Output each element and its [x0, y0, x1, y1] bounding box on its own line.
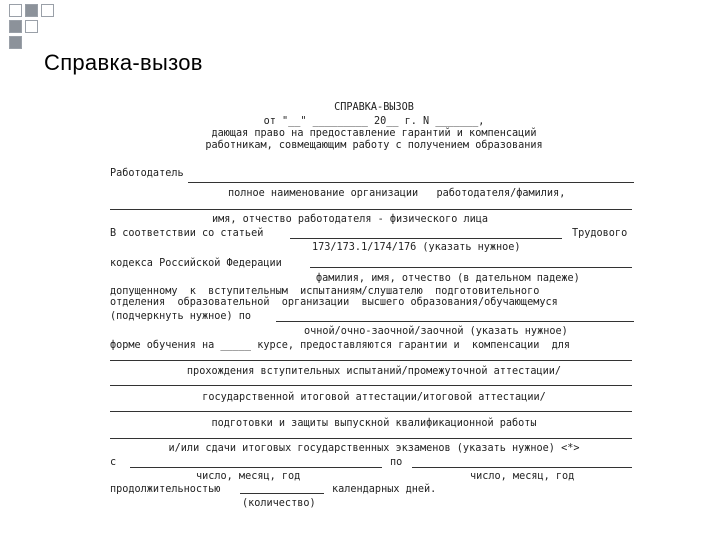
course-line: форме обучения на _____ курсе, предоставляются гарантии и компенсации для — [110, 340, 571, 351]
form-blank — [276, 321, 634, 322]
fio-blank — [310, 267, 632, 268]
to-date-blank — [412, 467, 632, 468]
admitted-line-1: допущенному к вступительным испытаниям/слушателю подготовительного — [110, 286, 540, 297]
employer-blank — [188, 182, 634, 183]
doc-purpose-2: работникам, совмещающим работу с получением образования — [205, 140, 543, 151]
state-blank — [110, 385, 632, 386]
exams-blank — [110, 438, 632, 439]
exam-blank — [110, 360, 632, 361]
corner-square-5 — [25, 20, 38, 33]
calendar-days-label: календарных дней. — [332, 484, 437, 495]
employer-label: Работодатель — [110, 168, 184, 179]
articles-hint: 173/173.1/174/176 (указать нужное) — [312, 242, 521, 253]
duration-label: продолжительностью — [110, 484, 221, 495]
exam-hint: прохождения вступительных испытаний/промежуточной аттестации/ — [186, 366, 562, 377]
document-scan — [106, 98, 642, 518]
state-hint: государственной итоговой аттестации/итоговой аттестации/ — [202, 392, 546, 403]
date-hint-1: число, месяц, год — [196, 471, 301, 482]
article-blank — [290, 238, 562, 239]
corner-square-6 — [9, 36, 22, 49]
code-label: кодекса Российской Федерации — [110, 258, 282, 269]
thesis-hint: подготовки и защиты выпускной квалификационной работы — [211, 418, 537, 429]
doc-date-line: от "__" _________ 20__ г. N _______, — [263, 116, 485, 127]
corner-square-1 — [9, 4, 22, 17]
emphasis-label: (подчеркнуть нужное) по — [110, 311, 252, 322]
fio-hint: фамилия, имя, отчество (в дательном падеже) — [316, 273, 580, 284]
duration-blank — [240, 493, 324, 494]
accordance-label: В соответствии со статьей — [110, 228, 264, 239]
employer-blank-2 — [110, 209, 632, 210]
admitted-line-2: отделения образовательной организации высшего образования/обучающемуся — [110, 297, 558, 308]
employer-hint-1: полное наименование организации работодателя/фамилия, — [228, 188, 566, 199]
exams-hint: и/или сдачи итоговых государственных экзаменов (указать нужное) <*> — [168, 443, 580, 454]
slide-title: Справка-вызов — [44, 50, 203, 75]
corner-square-2 — [25, 4, 38, 17]
from-date-blank — [130, 467, 382, 468]
thesis-blank — [110, 411, 632, 412]
date-hint-2: число, месяц, год — [470, 471, 575, 482]
to-label: по — [390, 457, 403, 468]
doc-purpose-1: дающая право на предоставление гарантий и компенсаций — [211, 128, 537, 139]
labor-code-word: Трудового — [572, 228, 628, 239]
form-hint: очной/очно-заочной/заочной (указать нужное) — [304, 326, 568, 337]
employer-hint-2: имя, отчество работодателя - физического лица — [212, 214, 489, 225]
quantity-hint: (количество) — [242, 498, 316, 509]
corner-square-4 — [9, 20, 22, 33]
from-label: с — [110, 457, 117, 468]
corner-square-3 — [41, 4, 54, 17]
doc-heading: СПРАВКА-ВЫЗОВ — [334, 102, 414, 113]
